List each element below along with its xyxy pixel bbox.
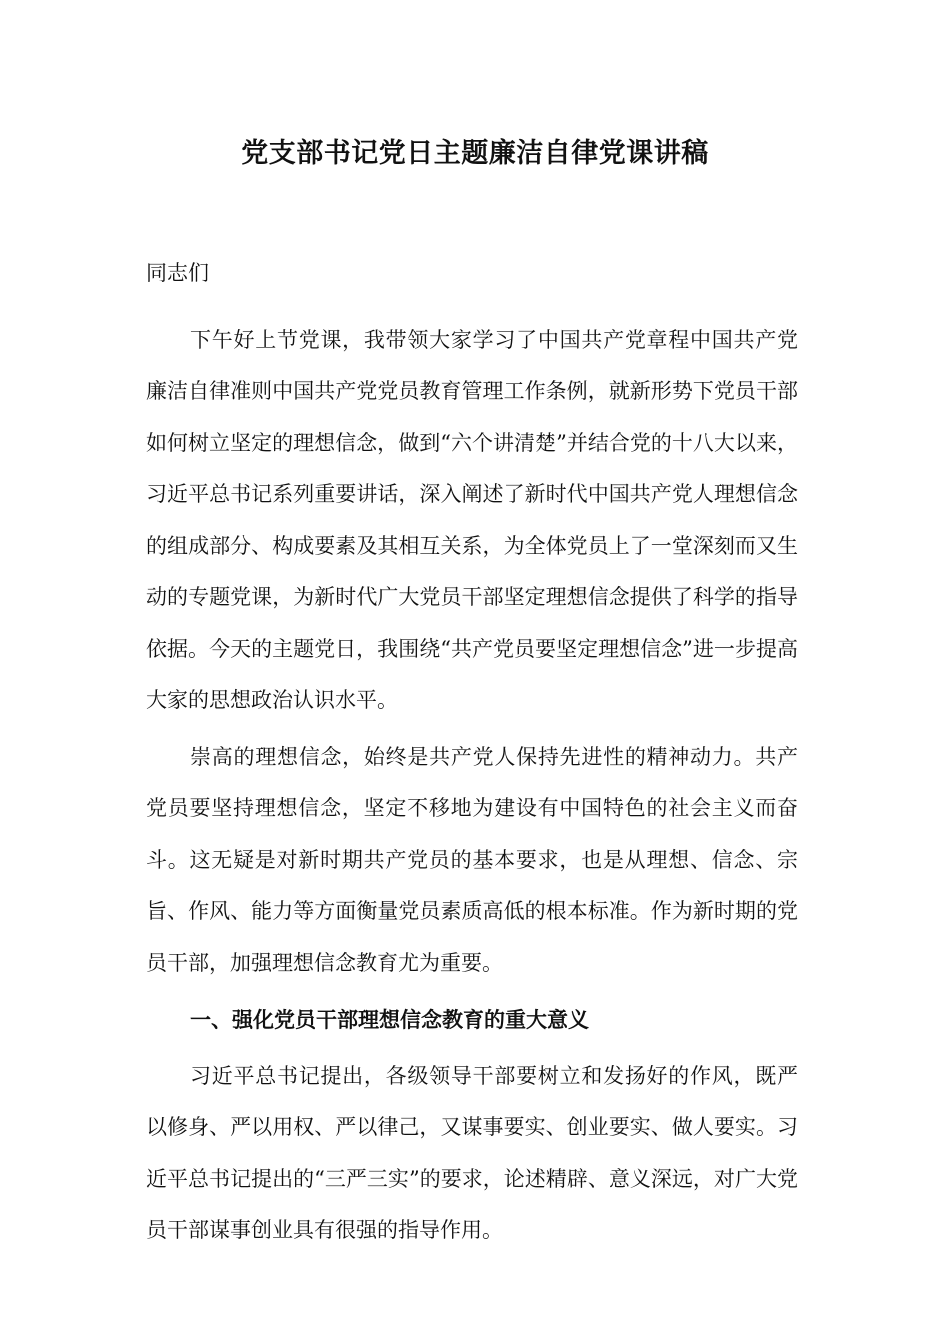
section-heading: 一、强化党员干部理想信念教育的重大意义	[190, 1007, 589, 1032]
paragraph-section-1: 习近平总书记提出，各级领导干部要树立和发扬好的作风，既严以修身、严以用权、严以律己，又谋事要实、创业要实、做人要实。习近平总书记提出的“三严三实”的要求，论述精辟、意义深远，对广大党员干部谋事创业具有很强的指导作用。	[146, 1063, 798, 1242]
salutation: 同志们	[146, 261, 209, 285]
document-title: 党支部书记党日主题廉洁自律党课讲稿	[241, 138, 709, 169]
paragraph-ideals: 崇高的理想信念，始终是共产党人保持先进性的精神动力。共产党员要坚持理想信念，坚定不移地为建设有中国特色的社会主义而奋斗。这无疑是对新时期共产党员的基本要求，也是从理想、信念、宗旨、作风、能力等方面衡量党员素质高低的根本标准。作为新时期的党员干部，加强理想信念教育尤为重要。	[146, 744, 798, 975]
paragraph-intro: 下午好上节党课，我带领大家学习了中国共产党章程中国共产党廉洁自律准则中国共产党党员教育管理工作条例，就新形势下党员干部如何树立坚定的理想信念，做到“六个讲清楚”并结合党的十八大以来，习近平总书记系列重要讲话，深入阐述了新时代中国共产党人理想信念的组成部分、构成要素及其相互关系，为全体党员上了一堂深刻而又生动的专题党课，为新时代广大党员干部坚定理想信念提供了科学的指导依据。今天的主题党日，我围绕“共产党员要坚定理想信念”进一步提高大家的思想政治认识水平。	[146, 327, 798, 712]
document-body	[146, 248, 798, 1262]
